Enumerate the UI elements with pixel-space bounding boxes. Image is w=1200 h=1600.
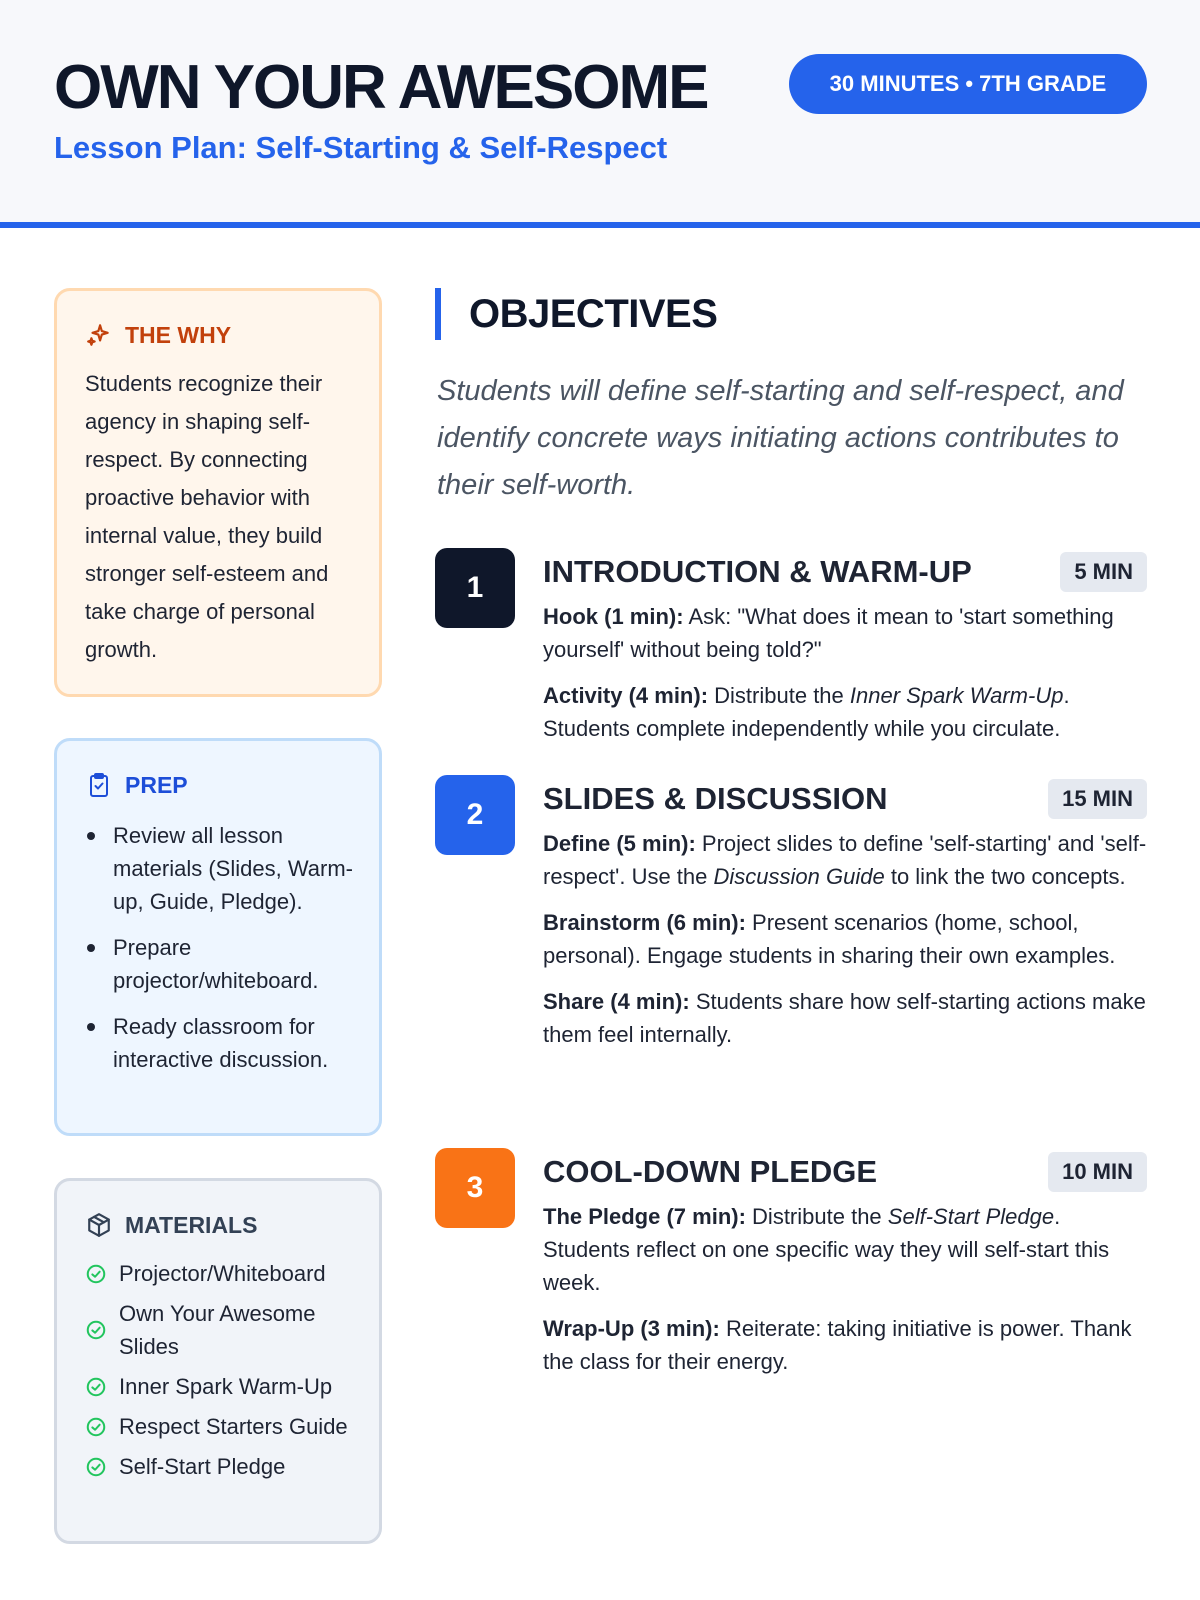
materials-heading-row: [85, 1211, 257, 1239]
bullet-icon: [87, 944, 95, 952]
step-1: [435, 548, 1147, 748]
material-item: Own Your Awesome Slides: [85, 1297, 370, 1363]
step-paragraph: Share (4 min): Students share how self-starting actions make them feel internally.: [543, 989, 1146, 1047]
step-2: [435, 775, 1147, 1115]
prep-card: [54, 738, 382, 1136]
step-3: [435, 1148, 1147, 1378]
why-heading-row: [85, 321, 231, 349]
material-item: Inner Spark Warm-Up: [85, 1370, 370, 1403]
step-number-badge: 1: [435, 548, 515, 628]
step-title: SLIDES & DISCUSSION: [543, 781, 888, 816]
step-paragraph: Wrap-Up (3 min): Reiterate: taking initiative is power. Thank the class for their energy.: [543, 1316, 1132, 1374]
step-paragraph: The Pledge (7 min): Distribute the Self-Start Pledge. Students reflect on one specific way they will self-start this week.: [543, 1204, 1110, 1295]
materials-card: [54, 1178, 382, 1544]
step-body: [543, 827, 1147, 1064]
prep-item: Prepare projector/whiteboard.: [85, 931, 365, 997]
check-circle-icon: [85, 1416, 107, 1438]
header: [0, 0, 1200, 228]
step-number-badge: 3: [435, 1148, 515, 1228]
why-card: [54, 288, 382, 697]
step-number-badge: 2: [435, 775, 515, 855]
step-paragraph: Brainstorm (6 min): Present scenarios (home, school, personal). Engage students in sharing their own examples.: [543, 910, 1116, 968]
step-paragraph: Hook (1 min): Ask: "What does it mean to 'start something yourself' without being told?": [543, 604, 1114, 662]
step-duration-badge: 10 MIN: [1048, 1152, 1147, 1192]
objectives-accent-bar: [435, 288, 441, 340]
why-text: Students recognize their agency in shaping self-respect. By connecting proactive behavior with internal value, they build stronger self-esteem and take charge of personal growth.: [85, 371, 329, 662]
why-heading: THE WHY: [125, 321, 232, 348]
prep-heading: PREP: [125, 771, 188, 798]
clipboard-check-icon: [85, 771, 113, 799]
prep-item: Review all lesson materials (Slides, Warm-up, Guide, Pledge).: [85, 819, 365, 918]
step-paragraph: Define (5 min): Project slides to define 'self-starting' and 'self-respect'. Use the Discussion Guide to link the two concepts.: [543, 831, 1147, 889]
objectives-heading: OBJECTIVES: [469, 292, 718, 336]
step-title: COOL-DOWN PLEDGE: [543, 1154, 878, 1189]
step-body: [543, 600, 1147, 758]
bullet-icon: [87, 1023, 95, 1031]
check-circle-icon: [85, 1376, 107, 1398]
page-subtitle: Lesson Plan: Self-Starting & Self-Respect: [54, 130, 668, 165]
package-icon: [85, 1211, 113, 1239]
material-item: Self-Start Pledge: [85, 1450, 370, 1483]
prep-heading-row: [85, 771, 188, 799]
step-duration-badge: 15 MIN: [1048, 779, 1147, 819]
materials-list: [85, 1257, 370, 1490]
sparkle-icon: [85, 321, 113, 349]
step-title: INTRODUCTION & WARM-UP: [543, 554, 972, 589]
duration-grade-badge: 30 MINUTES • 7TH GRADE: [789, 54, 1147, 114]
check-circle-icon: [85, 1263, 107, 1285]
check-circle-icon: [85, 1319, 107, 1341]
step-body: [543, 1200, 1147, 1391]
materials-heading: MATERIALS: [125, 1211, 258, 1238]
check-circle-icon: [85, 1456, 107, 1478]
bullet-icon: [87, 832, 95, 840]
page-title: OWN YOUR AWESOME: [54, 53, 708, 122]
material-item: Respect Starters Guide: [85, 1410, 370, 1443]
prep-list: [85, 819, 365, 1089]
material-item: Projector/Whiteboard: [85, 1257, 370, 1290]
step-duration-badge: 5 MIN: [1060, 552, 1147, 592]
step-paragraph: Activity (4 min): Distribute the Inner Spark Warm-Up. Students complete independently while you circulate.: [543, 683, 1070, 741]
objectives-text: Students will define self-starting and self-respect, and identify concrete ways initiating actions contributes to their self-worth.: [437, 375, 1124, 501]
prep-item: Ready classroom for interactive discussion.: [85, 1010, 365, 1076]
